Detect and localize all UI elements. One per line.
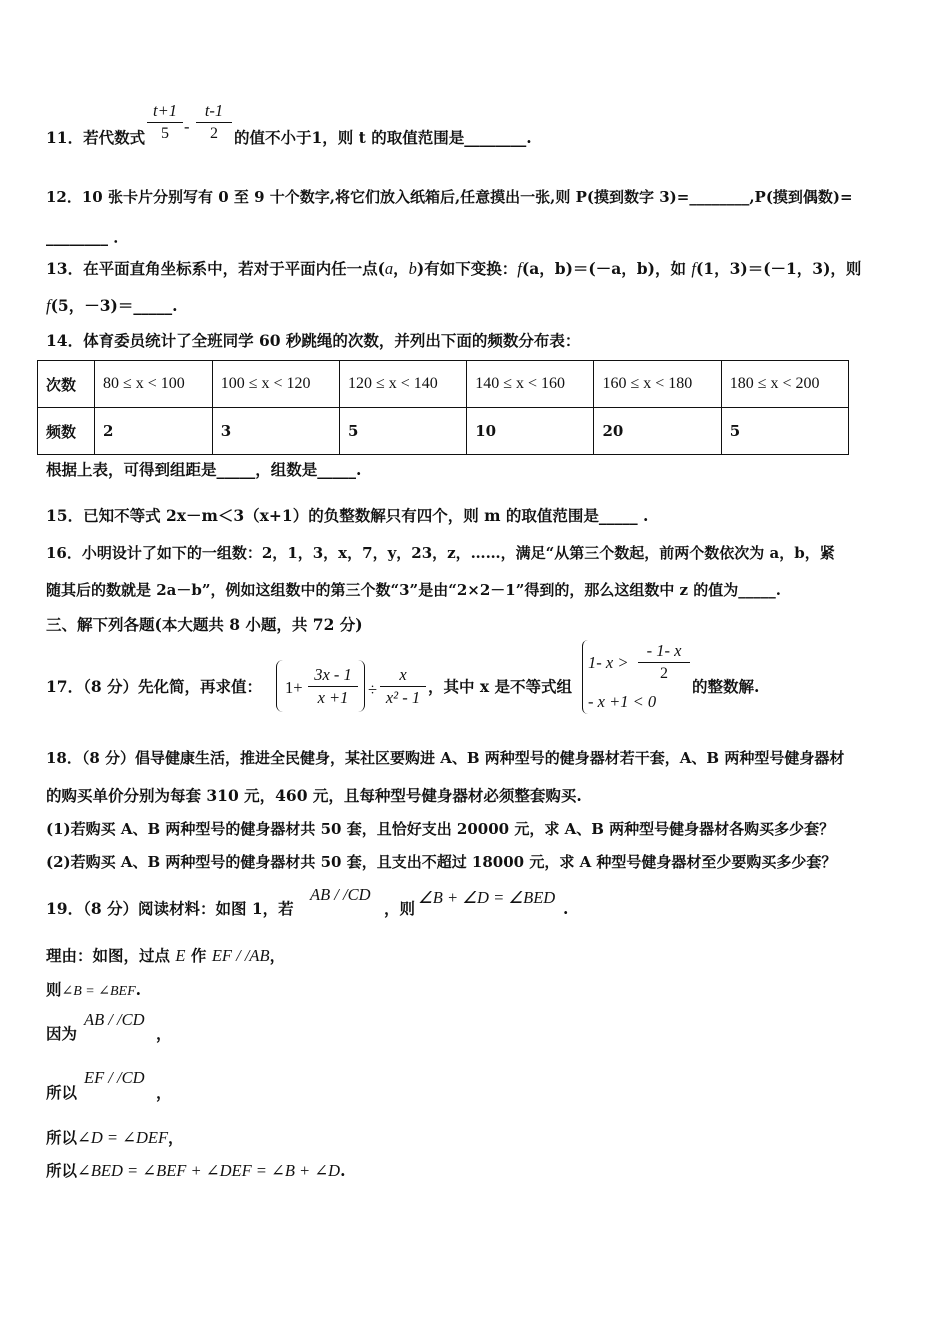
q19-l2b: . [135, 980, 142, 999]
q15-text: 15．已知不等式 2x－m＜3（x+1）的负整数解只有四个，则 m 的取值范围是_____ . [46, 506, 649, 525]
q11-frac2-den: 2 [210, 125, 218, 142]
q11-fraction-1 [147, 100, 183, 145]
q13-text-b: )有如下变换： [416, 259, 518, 278]
q18-part2: (2)若购买 A、B 两种型号的健身器材共 50 套，且支出不超过 18000 元，求 A 种型号健身器材至少要购买多少套？ [46, 853, 837, 871]
table-cell: 10 [467, 408, 594, 455]
q13-line1 [46, 259, 861, 279]
q18-line1: 18．（8 分）倡导健康生活，推进全民健身，某社区要购进 A、B 两种型号的健身器材若干套，A、B 两种型号健身器材 [46, 749, 845, 767]
q19-step3-label: 因为 [46, 1024, 78, 1043]
q17-tail: 的整数解. [692, 677, 760, 696]
q19-condition: AB / /CD [310, 885, 371, 904]
table-cell: 2 [95, 408, 213, 455]
q11-frac1-den: 5 [161, 125, 169, 142]
q19-period: . [563, 899, 569, 918]
q13-comma: ， [393, 259, 409, 278]
q19-step5 [46, 1128, 184, 1148]
q18-line2: 的购买单价分别为每套 310 元，460 元，且每种型号健身器材必须整套购买. [46, 786, 582, 805]
table-cell: 120 ≤ x < 140 [339, 361, 466, 408]
q11-fraction-2 [196, 100, 232, 145]
q18-part1: (1)若购买 A、B 两种型号的健身器材共 50 套，且恰好支出 20000 元，求 A、B 两种型号健身器材各购买多少套？ [46, 820, 835, 838]
q19-step4-math: EF / /CD [84, 1068, 145, 1087]
q16-line1: 16．小明设计了如下的一组数：2，1，3，x，7，y，23，z，……，满足“从第三个数起，前两个数依次为 a，b，紧 [46, 544, 835, 562]
q19-l2m: ∠B = ∠BEF [61, 984, 136, 999]
row-label-count: 次数 [38, 361, 95, 408]
table-cell: 100 ≤ x < 120 [212, 361, 339, 408]
q11-lead: 11．若代数式 [46, 128, 146, 147]
table-cell: 3 [212, 408, 339, 455]
q19-l6m: ∠BED = ∠BEF + ∠DEF = ∠B + ∠D [77, 1161, 341, 1180]
q17-mid: ，其中 x 是不等式组 [428, 677, 573, 696]
table-cell: 140 ≤ x < 160 [467, 361, 594, 408]
q13-var-b: b [408, 259, 417, 278]
q17-ineq1-fraction [638, 640, 690, 685]
q19-l5b: ， [168, 1128, 184, 1147]
q13-text-a: 13．在平面直角坐标系中，若对于平面内任一点( [46, 259, 385, 278]
q17-f1-num: 3x - 1 [308, 664, 358, 687]
q12-line2: ________ ． [46, 227, 129, 246]
table-cell: 80 ≤ x < 100 [95, 361, 213, 408]
q16-line2: 随其后的数就是 2a－b”，例如这组数中的第三个数“3”是由“2×2－1”得到的，那么这组数中 z 的值为_____. [46, 581, 782, 599]
frequency-table [37, 360, 849, 455]
q19-step4-comma: ， [156, 1083, 172, 1102]
q17-lead: 17．（8 分）先化简，再求值： [46, 677, 263, 696]
q19-step2 [46, 980, 141, 1002]
section-heading: 三、解下列各题(本大题共 8 小题，共 72 分) [46, 615, 363, 634]
q19-step3-comma: ， [156, 1024, 172, 1043]
table-row [38, 361, 849, 408]
q13-line2 [46, 296, 177, 316]
q19-reason [46, 946, 285, 966]
q17-f2-num: x [380, 664, 426, 687]
table-cell: 20 [594, 408, 721, 455]
q19-l2a: 则 [46, 980, 62, 999]
q14-intro: 14．体育委员统计了全班同学 60 秒跳绳的次数，并列出下面的频数分布表： [46, 331, 581, 350]
q19-step4-label: 所以 [46, 1083, 78, 1102]
q13-text-c: (a，b)＝(－a，b)，如 [521, 259, 692, 278]
table-cell: 5 [721, 408, 848, 455]
q17-ineq1-num: - 1- x [638, 640, 690, 663]
q19-reason-a: 理由：如图，过点 [46, 946, 171, 965]
right-paren [358, 660, 365, 712]
q19-l5a: 所以 [46, 1128, 78, 1147]
q17-ineq1-den: 2 [660, 665, 668, 682]
q19-l6a: 所以 [46, 1161, 78, 1180]
q11-frac1-num: t+1 [147, 100, 183, 123]
q17-one-plus: 1+ [285, 678, 303, 697]
q19-l5m: ∠D = ∠DEF [77, 1128, 169, 1147]
q17-fraction-2 [380, 664, 426, 709]
q17-ineq1-lhs: 1- x > [588, 653, 629, 672]
q13-f2: f [691, 259, 696, 278]
q13-line2-text: (5，－3)＝_____. [50, 296, 178, 315]
q19-reason-c: ， [269, 946, 286, 965]
q13-var-a: a [384, 259, 394, 278]
q19-step6 [46, 1161, 345, 1181]
q19-l6b: . [340, 1161, 346, 1180]
table-row [38, 408, 849, 455]
table-cell: 160 ≤ x < 180 [594, 361, 721, 408]
row-label-frequency: 频数 [38, 408, 95, 455]
q14-after: 根据上表，可得到组距是_____，组数是_____. [46, 460, 362, 479]
q19-reason-b: 作 [190, 946, 207, 965]
q17-divide: ÷ [368, 680, 378, 699]
q13-f: f [517, 259, 522, 278]
q11-frac2-num: t-1 [196, 100, 232, 123]
q19-conclusion: ∠B + ∠D = ∠BED [418, 888, 556, 907]
q12-line1: 12．10 张卡片分别写有 0 至 9 十个数字,将它们放入纸箱后,任意摸出一张,则 P(摸到数字 3)=________,P(摸到偶数)= [46, 188, 853, 206]
q17-ineq2: - x +1 < 0 [588, 692, 657, 711]
q19-then: ，则 [384, 899, 416, 918]
table-cell: 180 ≤ x < 200 [721, 361, 848, 408]
q17-fraction-1 [308, 664, 358, 709]
q19-ef-ab: EF / /AB [211, 946, 270, 965]
left-paren [276, 660, 283, 712]
table-cell: 5 [339, 408, 466, 455]
q11-tail: 的值不小于1，则 t 的取值范围是________. [234, 128, 532, 147]
q19-lead: 19．（8 分）阅读材料：如图 1，若 [46, 899, 294, 918]
q19-step3-math: AB / /CD [84, 1010, 145, 1029]
q17-f1-den: x +1 [317, 688, 349, 707]
q11-minus: - [184, 117, 190, 136]
q19-point-e: E [175, 946, 186, 965]
q13-text-d: (1，3)＝(－1，3)，则 [695, 259, 862, 278]
q17-f2-den: x² - 1 [385, 688, 421, 707]
q13-f3: f [46, 296, 51, 315]
